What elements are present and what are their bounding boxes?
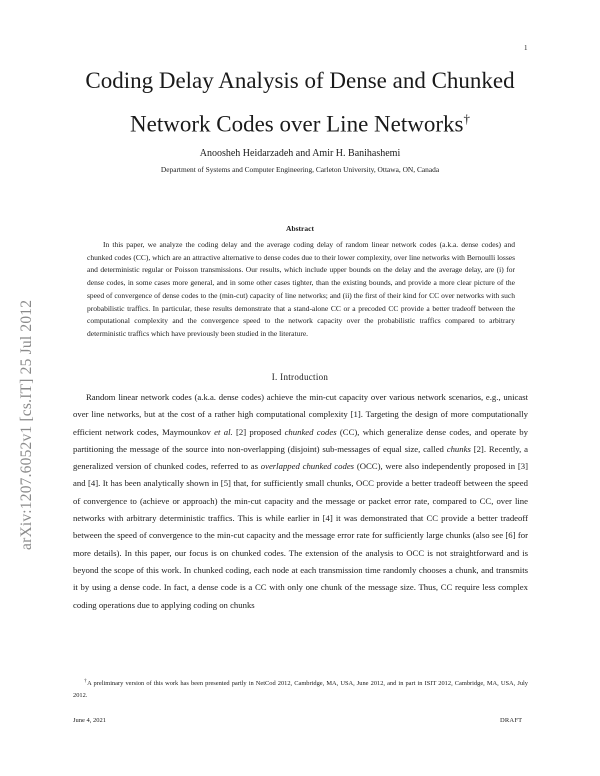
intro-text-4: [2]. Recently, a generalized version of chunked codes, referred to as	[73, 443, 528, 472]
title-text: Coding Delay Analysis of Dense and Chunked Network Codes over Line Networks	[85, 68, 515, 137]
intro-text-1: Random linear network codes (a.k.a. dense codes) achieve the min-cut capacity over various network scenarios, e.g., unicast over line networks, but at the cost of a rather high computational complexity [1]. Targeting the design of more computationally efficient network codes, Maymounkov	[73, 392, 528, 437]
page-number: 1	[524, 44, 528, 52]
footer-date: June 4, 2021	[73, 717, 107, 724]
abstract-heading: Abstract	[286, 224, 314, 233]
intro-text-5: (OCC), were also independently proposed in [3] and [4]. It has been analytically shown in [5] that, for sufficiently small chunks, OCC provide a better tradeoff between the speed of convergence to (achieve or approach) the min-cut capacity and the message or packet error rate, compared to CC, over line networks with arbitrary deterministic traffics. This is while earlier in [4] it was demonstrated that CC provide a better tradeoff between the speed of convergence to the min-cut capacity and the message error rate for sufficiently large chunks (also see [6] for more details). In this paper, our focus is on chunked codes. The extension of the analysis to OCC is not straightforward and is beyond the scope of this work. In chunked coding, each node at each transmission time randomly chooses a chunk, and transmits it by using a dense code. In fact, a dense code is a CC with only one chunk of the message size. Thus, CC require less complex coding operations due to applying coding on chunks	[73, 461, 529, 610]
intro-et-al: et al.	[214, 426, 233, 437]
arxiv-identifier: arXiv:1207.6052v1 [cs.IT] 25 Jul 2012	[18, 299, 35, 550]
footer-draft-label: DRAFT	[500, 717, 523, 724]
footnote	[73, 676, 528, 701]
intro-text-3: (CC), which generalize dense codes, and operate by partitioning the message of the source into non-overlapping (disjoint) sub-messages of equal size, called	[73, 426, 528, 454]
authors: Anoosheh Heidarzadeh and Amir H. Banihashemi	[199, 148, 401, 159]
introduction-paragraph	[73, 389, 528, 614]
section-heading-introduction: I. Introduction	[271, 372, 329, 382]
paper-title	[60, 62, 540, 144]
intro-chunked-codes: chunked codes	[284, 426, 337, 437]
abstract-text: In this paper, we analyze the coding delay and the average coding delay of random linear network codes (a.k.a. dense codes) and chunked codes (CC), which are an attractive alternative to dense codes due to their lower complexity, over line networks with Bernoulli losses and deterministic regular or Poisson transmissions. Our results, which include upper bounds on the delay and the average delay, are (i) for dense codes, in some cases more general, and in some other cases tighter, than the existing bounds, and provide a more clear picture of the speed of convergence of dense codes to the (min-cut) capacity of line networks; and (ii) the first of their kind for CC over networks with such probabilistic traffics. In particular, these results demonstrate that a stand-alone CC or a precoded CC provide a better tradeoff between the computational complexity and the convergence speed to the network capacity over the probabilistic traffics compared to arbitrary deterministic traffics which have previously been studied in the literature.	[87, 240, 515, 338]
footnote-mark: †	[84, 678, 88, 684]
affiliation: Department of Systems and Computer Engineering, Carleton University, Ottawa, ON, Canada	[160, 165, 440, 174]
title-footnote-mark: †	[463, 111, 470, 126]
intro-chunks: chunks	[446, 443, 471, 454]
intro-occ: overlapped chunked codes	[260, 461, 355, 472]
footnote-text: A preliminary version of this work has been presented partly in NetCod 2012, Cambridge, MA, USA, June 2012, and in part in ISIT 2012, Cambridge, MA, USA, July 2012.	[73, 680, 528, 699]
intro-text-2: [2] proposed	[232, 426, 285, 437]
